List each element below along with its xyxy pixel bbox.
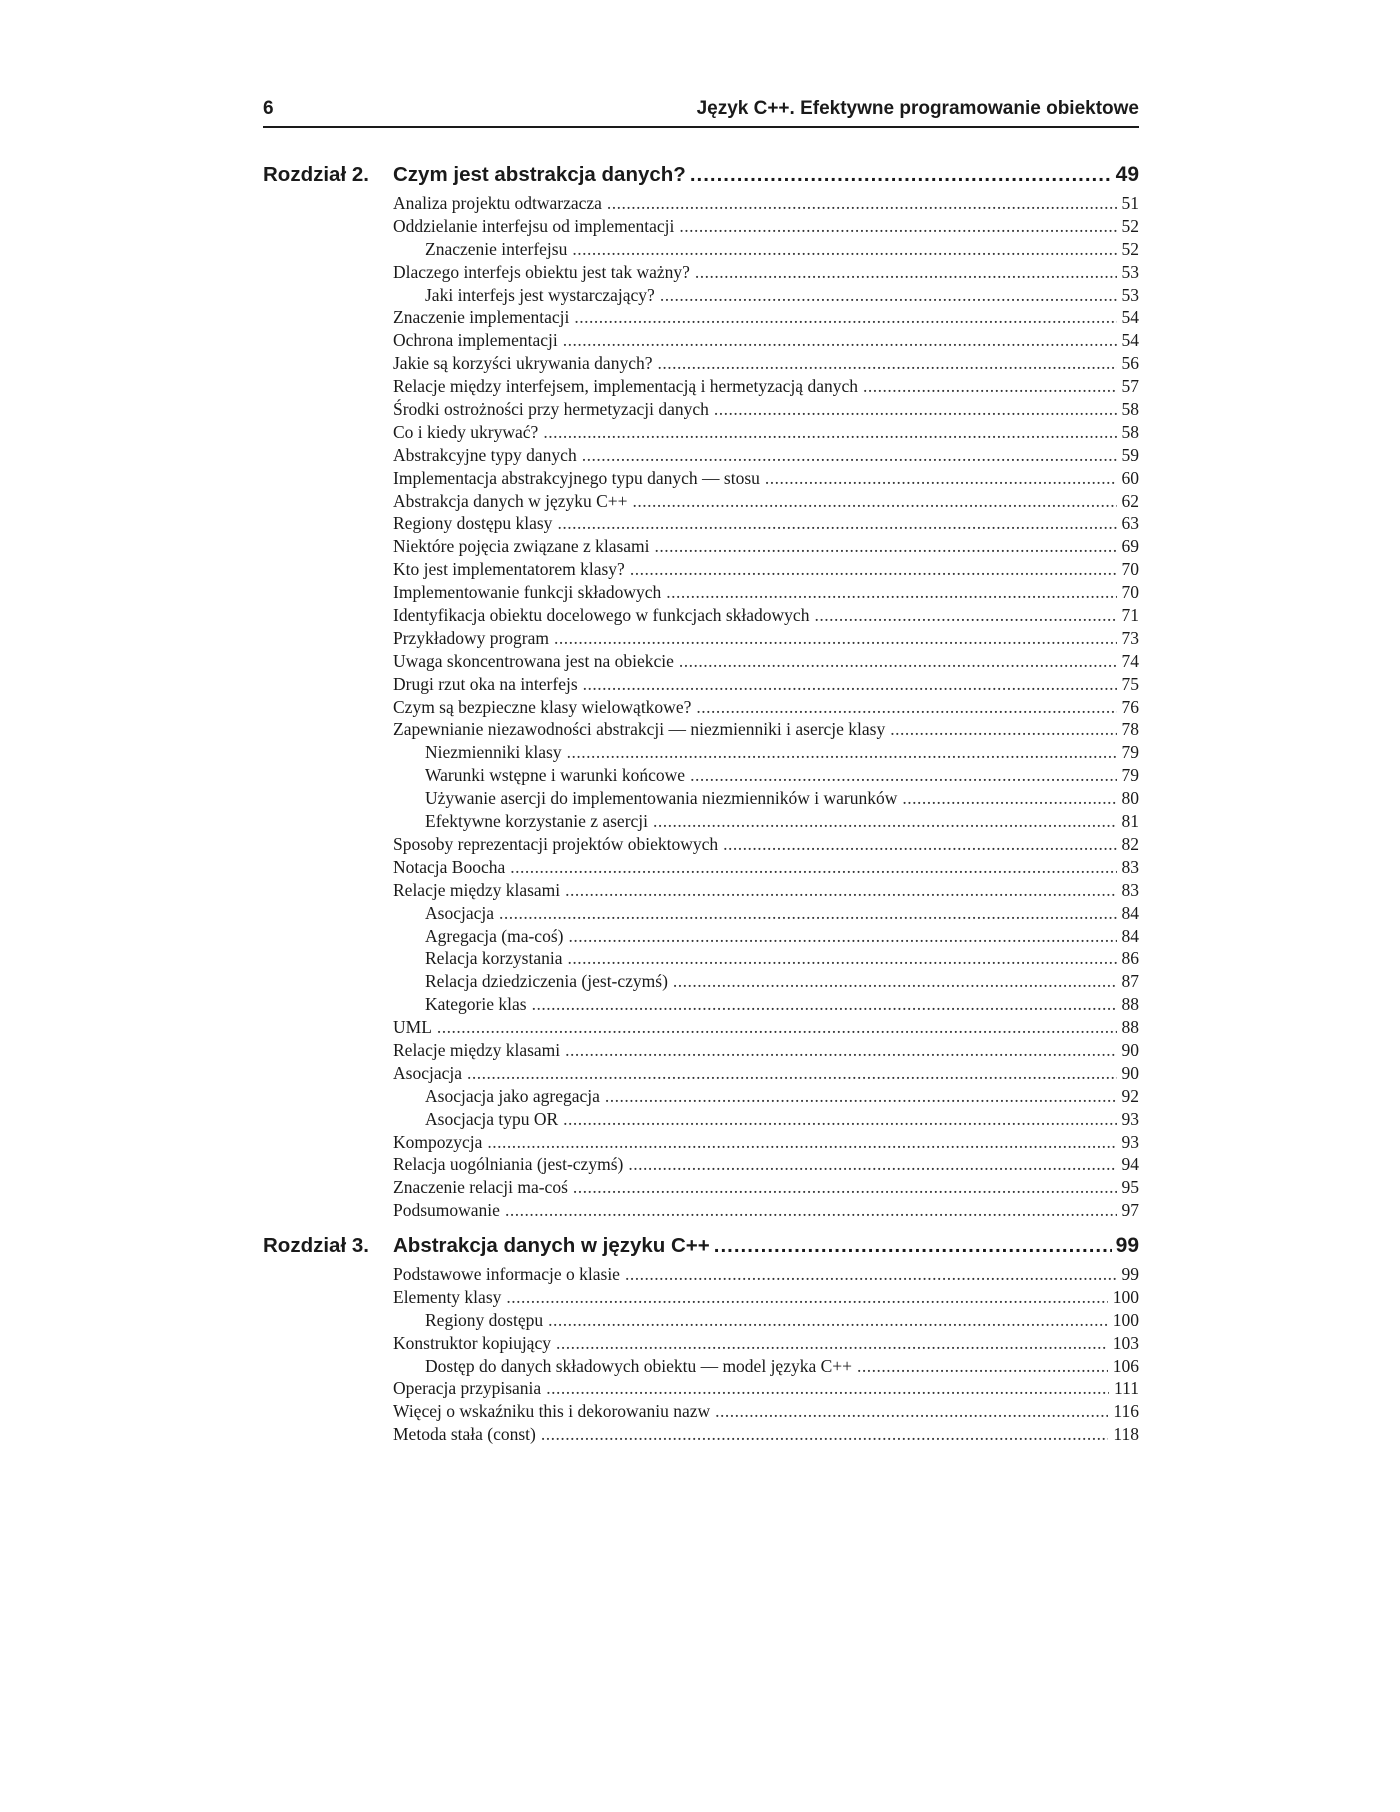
- dot-leader: [714, 1234, 1112, 1258]
- dot-leader: [673, 971, 1117, 992]
- toc-entry: [263, 1401, 1139, 1424]
- toc-entry-title: Dlaczego interfejs obiektu jest tak ważny?: [393, 261, 690, 282]
- toc-entry-page-number: 58: [1121, 399, 1139, 420]
- toc-entry-title: Implementacja abstrakcyjnego typu danych — stosu: [393, 467, 760, 488]
- toc-entry-title: Podsumowanie: [393, 1200, 500, 1221]
- toc-entry-page-number: 79: [1121, 765, 1139, 786]
- toc-entry: [263, 1356, 1139, 1379]
- toc-entry-page-number: 88: [1121, 1017, 1139, 1038]
- toc-entry-page-number: 51: [1121, 193, 1139, 213]
- toc-entry-title: Drugi rzut oka na interfejs: [393, 673, 578, 694]
- dot-leader: [814, 605, 1116, 626]
- toc-entry-title: Sposoby reprezentacji projektów obiektowych: [393, 833, 719, 854]
- toc-entry-title: Znaczenie implementacji: [393, 307, 570, 328]
- toc-entry: [263, 376, 1139, 399]
- toc-entry-title: Co i kiedy ukrywać?: [393, 421, 539, 442]
- toc-entry-title: Kto jest implementatorem klasy?: [393, 559, 625, 580]
- dot-leader: [565, 880, 1116, 901]
- toc-entry: [263, 765, 1139, 788]
- chapter-3-section: [263, 1230, 1139, 1447]
- toc-entry-page-number: 75: [1121, 673, 1139, 694]
- dot-leader: [568, 926, 1116, 947]
- toc-entry: [263, 605, 1139, 628]
- chapter-label: Rozdział 3.: [263, 1234, 369, 1257]
- dot-leader: [666, 582, 1116, 603]
- toc-entry-title: Jakie są korzyści ukrywania danych?: [393, 353, 653, 374]
- toc-entry-title: Regiony dostępu klasy: [393, 513, 553, 534]
- dot-leader: [554, 628, 1116, 649]
- toc-entry-page-number: 52: [1121, 238, 1139, 259]
- dot-leader: [573, 1177, 1117, 1198]
- chapter-title-line: [393, 163, 1139, 187]
- toc-entry-page-number: 86: [1121, 948, 1139, 969]
- toc-entry-title: Efektywne korzystanie z asercji: [425, 811, 649, 832]
- toc-entry-page-number: 78: [1121, 719, 1139, 740]
- toc-entry-title: Konstruktor kopiujący: [393, 1332, 551, 1353]
- toc-entry-page-number: 90: [1121, 1039, 1139, 1060]
- toc-entry-page-number: 93: [1121, 1108, 1139, 1129]
- toc-entry-page-number: 103: [1112, 1332, 1139, 1353]
- toc-entry: [263, 742, 1139, 765]
- toc-entry-page-number: 84: [1121, 902, 1139, 923]
- book-title: Język C++. Efektywne programowanie obiektowe: [696, 98, 1139, 119]
- dot-leader: [679, 216, 1116, 237]
- toc-entry-title: Uwaga skoncentrowana jest na obiekcie: [393, 650, 674, 671]
- toc-entry: [263, 926, 1139, 949]
- dot-leader: [902, 788, 1116, 809]
- toc-entry-title: Asocjacja: [393, 1062, 462, 1083]
- toc-entry-page-number: 106: [1112, 1355, 1139, 1376]
- dot-leader: [723, 834, 1116, 855]
- chapter-title: Abstrakcja danych w języku C++: [393, 1234, 710, 1257]
- toc-entry: [263, 880, 1139, 903]
- toc-entry-title: Kompozycja: [393, 1131, 483, 1152]
- toc-entry-title: Dostęp do danych składowych obiektu — model języka C++: [425, 1355, 853, 1376]
- toc-entry-page-number: 83: [1121, 879, 1139, 900]
- chapter-page-number: 49: [1115, 163, 1139, 186]
- dot-leader: [506, 1287, 1107, 1308]
- toc-entry: [263, 674, 1139, 697]
- toc-entry-title: Regiony dostępu: [425, 1309, 544, 1330]
- toc-entry-title: Metoda stała (const): [393, 1424, 536, 1445]
- toc-entry: [263, 330, 1139, 353]
- toc-entry-page-number: 53: [1121, 261, 1139, 282]
- chapter-title-line: [393, 1234, 1139, 1258]
- toc-entry-page-number: 60: [1121, 467, 1139, 488]
- toc-entry-page-number: 99: [1121, 1264, 1139, 1284]
- toc-entry-title: Oddzielanie interfejsu od implementacji: [393, 215, 675, 236]
- toc-entry: [263, 559, 1139, 582]
- dot-leader: [557, 513, 1116, 534]
- dot-leader: [628, 1154, 1116, 1175]
- toc-entry-page-number: 97: [1121, 1200, 1139, 1221]
- dot-leader: [548, 1310, 1108, 1331]
- dot-leader: [633, 491, 1117, 512]
- toc-entry: [263, 513, 1139, 536]
- toc-entry-title: Ochrona implementacji: [393, 330, 558, 351]
- dot-leader: [690, 163, 1112, 187]
- toc-entry: [263, 582, 1139, 605]
- toc-entry-page-number: 74: [1121, 650, 1139, 671]
- toc-entry: [263, 285, 1139, 308]
- toc-entry-title: Podstawowe informacje o klasie: [393, 1264, 620, 1284]
- toc-list: [263, 1264, 1139, 1447]
- toc-entry-title: Znaczenie relacji ma-coś: [393, 1177, 568, 1198]
- toc-entry-page-number: 95: [1121, 1177, 1139, 1198]
- toc-entry: [263, 468, 1139, 491]
- toc-entry-title: Implementowanie funkcji składowych: [393, 582, 662, 603]
- dot-leader: [467, 1063, 1117, 1084]
- toc-entry-page-number: 58: [1121, 421, 1139, 442]
- dot-leader: [625, 1264, 1117, 1285]
- toc-entry-page-number: 88: [1121, 994, 1139, 1015]
- toc-entry-page-number: 84: [1121, 925, 1139, 946]
- toc-entry-page-number: 73: [1121, 627, 1139, 648]
- toc-entry: [263, 1040, 1139, 1063]
- toc-entry: [263, 651, 1139, 674]
- toc-entry: [263, 1200, 1139, 1223]
- dot-leader: [563, 1109, 1116, 1130]
- toc-entry: [263, 1287, 1139, 1310]
- toc-entry-title: Identyfikacja obiektu docelowego w funkcjach składowych: [393, 605, 810, 626]
- toc-entry: [263, 491, 1139, 514]
- toc-entry: [263, 445, 1139, 468]
- toc-entry: [263, 353, 1139, 376]
- toc-entry-title: Jaki interfejs jest wystarczający?: [425, 284, 655, 305]
- toc-entry: [263, 1177, 1139, 1200]
- toc-entry-title: Niezmienniki klasy: [425, 742, 562, 763]
- chapter-2-section: [263, 159, 1139, 1223]
- toc-entry: [263, 262, 1139, 285]
- toc-entry-page-number: 93: [1121, 1131, 1139, 1152]
- toc-entry: [263, 1109, 1139, 1132]
- toc-entry: [263, 1310, 1139, 1333]
- dot-leader: [607, 193, 1117, 214]
- toc-entry-title: Analiza projektu odtwarzacza: [393, 193, 602, 213]
- dot-leader: [574, 307, 1116, 328]
- toc-entry: [263, 971, 1139, 994]
- dot-leader: [565, 1040, 1116, 1061]
- toc-entry: [263, 1017, 1139, 1040]
- dot-leader: [857, 1356, 1108, 1377]
- dot-leader: [543, 422, 1116, 443]
- dot-leader: [715, 1401, 1108, 1422]
- dot-leader: [532, 994, 1117, 1015]
- toc-entry-page-number: 71: [1121, 605, 1139, 626]
- toc-entry-title: Środki ostrożności przy hermetyzacji danych: [393, 399, 709, 420]
- chapter-page-number: 99: [1115, 1234, 1139, 1257]
- toc-entry: [263, 1086, 1139, 1109]
- dot-leader: [655, 536, 1117, 557]
- dot-leader: [695, 262, 1117, 283]
- toc-entry-page-number: 62: [1121, 490, 1139, 511]
- toc-entry: [263, 399, 1139, 422]
- toc-entry: [263, 1132, 1139, 1155]
- toc-entry-title: Relacja uogólniania (jest-czymś): [393, 1154, 624, 1175]
- toc-entry-title: Relacje między interfejsem, implementacją i hermetyzacją danych: [393, 376, 858, 397]
- toc-entry-page-number: 94: [1121, 1154, 1139, 1175]
- toc-entry-page-number: 118: [1113, 1424, 1139, 1445]
- toc-entry-page-number: 56: [1121, 353, 1139, 374]
- toc-entry-page-number: 57: [1121, 376, 1139, 397]
- toc-entry: [263, 422, 1139, 445]
- toc-entry: [263, 1063, 1139, 1086]
- dot-leader: [567, 742, 1117, 763]
- toc-entry-page-number: 63: [1121, 513, 1139, 534]
- toc-entry: [263, 307, 1139, 330]
- toc-entry: [263, 903, 1139, 926]
- toc-entry: [263, 1424, 1139, 1447]
- toc-entry-page-number: 59: [1121, 444, 1139, 465]
- dot-leader: [765, 468, 1117, 489]
- toc-entry-page-number: 100: [1112, 1286, 1139, 1307]
- toc-entry: [263, 193, 1139, 216]
- toc-entry-title: Więcej o wskaźniku this i dekorowaniu nazw: [393, 1401, 711, 1422]
- toc-entry-title: Abstrakcyjne typy danych: [393, 444, 577, 465]
- toc-entry-title: Relacja korzystania: [425, 948, 563, 969]
- toc-entry: [263, 697, 1139, 720]
- running-header: [263, 96, 1139, 128]
- toc-entry-page-number: 70: [1121, 582, 1139, 603]
- toc-entry: [263, 536, 1139, 559]
- toc-entry-page-number: 53: [1121, 284, 1139, 305]
- dot-leader: [890, 719, 1116, 740]
- toc-entry: [263, 719, 1139, 742]
- dot-leader: [572, 239, 1116, 260]
- dot-leader: [437, 1017, 1117, 1038]
- toc-entry-title: Znaczenie interfejsu: [425, 238, 568, 259]
- dot-leader: [863, 376, 1117, 397]
- chapter-heading: [263, 1230, 1139, 1264]
- toc-entry-page-number: 116: [1113, 1401, 1139, 1422]
- dot-leader: [679, 651, 1117, 672]
- toc-entry-title: Operacja przypisania: [393, 1378, 542, 1399]
- toc-entry-title: Warunki wstępne i warunki końcowe: [425, 765, 686, 786]
- toc-entry-title: Relacje między klasami: [393, 1039, 561, 1060]
- toc-entry-page-number: 83: [1121, 856, 1139, 877]
- toc-entry-title: Kategorie klas: [425, 994, 527, 1015]
- toc-entry-title: Agregacja (ma-coś): [425, 925, 564, 946]
- toc-entry-title: Zapewnianie niezawodności abstrakcji — niezmienniki i asercje klasy: [393, 719, 886, 740]
- toc-entry: [263, 1333, 1139, 1356]
- toc-entry-title: Przykładowy program: [393, 627, 550, 648]
- dot-leader: [568, 948, 1117, 969]
- dot-leader: [541, 1424, 1109, 1445]
- toc-entry-title: Asocjacja typu OR: [425, 1108, 559, 1129]
- toc-entry: [263, 811, 1139, 834]
- toc-entry: [263, 834, 1139, 857]
- toc-entry-title: Asocjacja: [425, 902, 494, 923]
- dot-leader: [556, 1333, 1108, 1354]
- toc-entry-page-number: 80: [1121, 788, 1139, 809]
- dot-leader: [487, 1132, 1116, 1153]
- dot-leader: [696, 697, 1116, 718]
- dot-leader: [630, 559, 1117, 580]
- page-number: 6: [263, 98, 274, 119]
- dot-leader: [582, 445, 1117, 466]
- toc-entry-title: Notacja Boocha: [393, 856, 506, 877]
- dot-leader: [499, 903, 1117, 924]
- dot-leader: [605, 1086, 1117, 1107]
- dot-leader: [563, 330, 1117, 351]
- toc-entry: [263, 994, 1139, 1017]
- dot-leader: [510, 857, 1116, 878]
- toc-entry-page-number: 92: [1121, 1085, 1139, 1106]
- toc-entry-page-number: 54: [1121, 330, 1139, 351]
- toc-entry: [263, 1264, 1139, 1287]
- dot-leader: [583, 674, 1117, 695]
- toc-entry-page-number: 87: [1121, 971, 1139, 992]
- toc-entry-page-number: 111: [1114, 1378, 1139, 1399]
- dot-leader: [505, 1200, 1117, 1221]
- toc-entry-title: Relacja dziedziczenia (jest-czymś): [425, 971, 668, 992]
- toc-entry-page-number: 90: [1121, 1062, 1139, 1083]
- toc-entry-page-number: 69: [1121, 536, 1139, 557]
- dot-leader: [546, 1378, 1109, 1399]
- toc-entry-page-number: 54: [1121, 307, 1139, 328]
- toc-entry-page-number: 100: [1112, 1309, 1139, 1330]
- toc-entry: [263, 239, 1139, 262]
- toc-entry: [263, 948, 1139, 971]
- toc-entry: [263, 216, 1139, 239]
- dot-leader: [660, 285, 1117, 306]
- toc-entry: [263, 1378, 1139, 1401]
- toc-entry-page-number: 79: [1121, 742, 1139, 763]
- toc-entry-page-number: 81: [1121, 811, 1139, 832]
- dot-leader: [690, 765, 1116, 786]
- toc-entry: [263, 857, 1139, 880]
- toc-entry-title: UML: [393, 1017, 432, 1038]
- toc-entry-page-number: 76: [1121, 696, 1139, 717]
- toc-entry: [263, 1154, 1139, 1177]
- chapter-title: Czym jest abstrakcja danych?: [393, 163, 686, 186]
- toc-entry-title: Abstrakcja danych w języku C++: [393, 490, 628, 511]
- dot-leader: [714, 399, 1117, 420]
- toc-entry-page-number: 82: [1121, 833, 1139, 854]
- toc-entry-title: Czym są bezpieczne klasy wielowątkowe?: [393, 696, 692, 717]
- toc-entry-title: Używanie asercji do implementowania niezmienników i warunków: [425, 788, 898, 809]
- toc-entry-title: Relacje między klasami: [393, 879, 561, 900]
- dot-leader: [653, 811, 1116, 832]
- toc-entry-title: Niektóre pojęcia związane z klasami: [393, 536, 650, 557]
- toc-entry-page-number: 52: [1121, 215, 1139, 236]
- toc-list: [263, 193, 1139, 1223]
- toc-entry-page-number: 70: [1121, 559, 1139, 580]
- chapter-label: Rozdział 2.: [263, 163, 369, 186]
- chapter-heading: [263, 159, 1139, 193]
- dot-leader: [657, 353, 1116, 374]
- toc-entry-title: Elementy klasy: [393, 1286, 502, 1307]
- toc-entry: [263, 628, 1139, 651]
- toc-entry: [263, 788, 1139, 811]
- toc-entry-title: Asocjacja jako agregacja: [425, 1085, 600, 1106]
